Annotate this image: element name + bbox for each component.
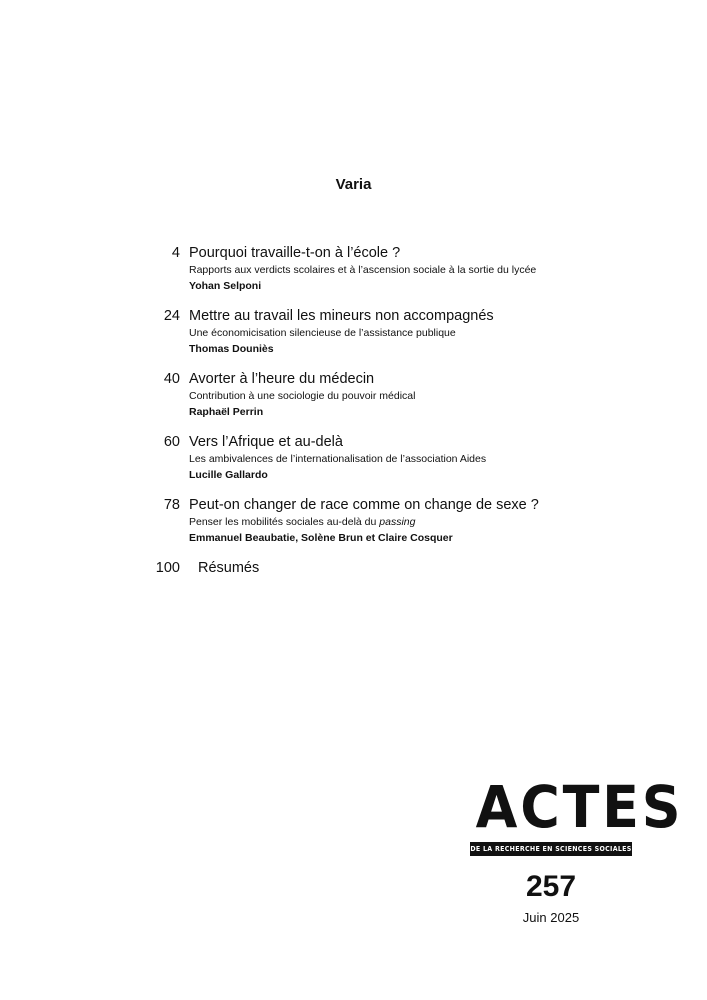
journal-tagline: DE LA RECHERCHE EN SCIENCES SOCIALES (470, 842, 632, 856)
issue-date: Juin 2025 (522, 910, 580, 925)
toc-title[interactable]: Pourquoi travaille-t-on à l’école ? (189, 245, 401, 261)
toc-subtitle: Rapports aux verdicts scolaires et à l’ascension sociale à la sortie du lycée (189, 264, 537, 276)
toc-subtitle: Une économicisation silencieuse de l’assistance publique (189, 327, 456, 339)
toc-entry[interactable] (0, 244, 707, 307)
toc-author: Lucille Gallardo (189, 469, 268, 481)
toc-page-number: 4 (171, 245, 180, 261)
toc-entry[interactable] (0, 307, 707, 370)
toc-author: Raphaël Perrin (189, 406, 264, 418)
toc-subtitle-italic: passing (379, 516, 416, 528)
toc-subtitle: Les ambivalences de l’internationalisation de l’association Aides (189, 453, 487, 465)
toc-author: Emmanuel Beaubatie, Solène Brun et Claire Cosquer (189, 532, 453, 544)
toc-entry[interactable] (0, 370, 707, 433)
journal-masthead (470, 773, 684, 856)
table-of-contents (0, 244, 707, 579)
toc-subtitle (189, 515, 689, 529)
toc-author: Thomas Douniès (189, 343, 274, 355)
toc-subtitle: Contribution à une sociologie du pouvoir médical (189, 390, 416, 402)
toc-entry[interactable] (0, 496, 707, 559)
toc-entry[interactable] (0, 433, 707, 496)
toc-page-number: 78 (163, 497, 180, 513)
toc-page-number: 100 (155, 560, 180, 576)
issue-number: 257 (525, 870, 577, 903)
toc-title[interactable]: Vers l’Afrique et au-delà (189, 434, 343, 450)
toc-entry-resumes[interactable] (0, 559, 707, 579)
toc-title[interactable]: Résumés (198, 560, 260, 576)
toc-title[interactable]: Avorter à l’heure du médecin (189, 371, 375, 387)
toc-page-number: 24 (163, 308, 180, 324)
journal-logo: ACTES (475, 773, 684, 841)
toc-page-number: 60 (163, 434, 180, 450)
toc-subtitle-text: Penser les mobilités sociales au-delà du (189, 516, 380, 528)
toc-title[interactable]: Mettre au travail les mineurs non accompagnés (189, 308, 494, 324)
toc-page-number: 40 (163, 371, 180, 387)
toc-title[interactable]: Peut-on changer de race comme on change de sexe ? (189, 497, 539, 513)
toc-author: Yohan Selponi (189, 280, 262, 292)
section-title: Varia (335, 176, 372, 193)
